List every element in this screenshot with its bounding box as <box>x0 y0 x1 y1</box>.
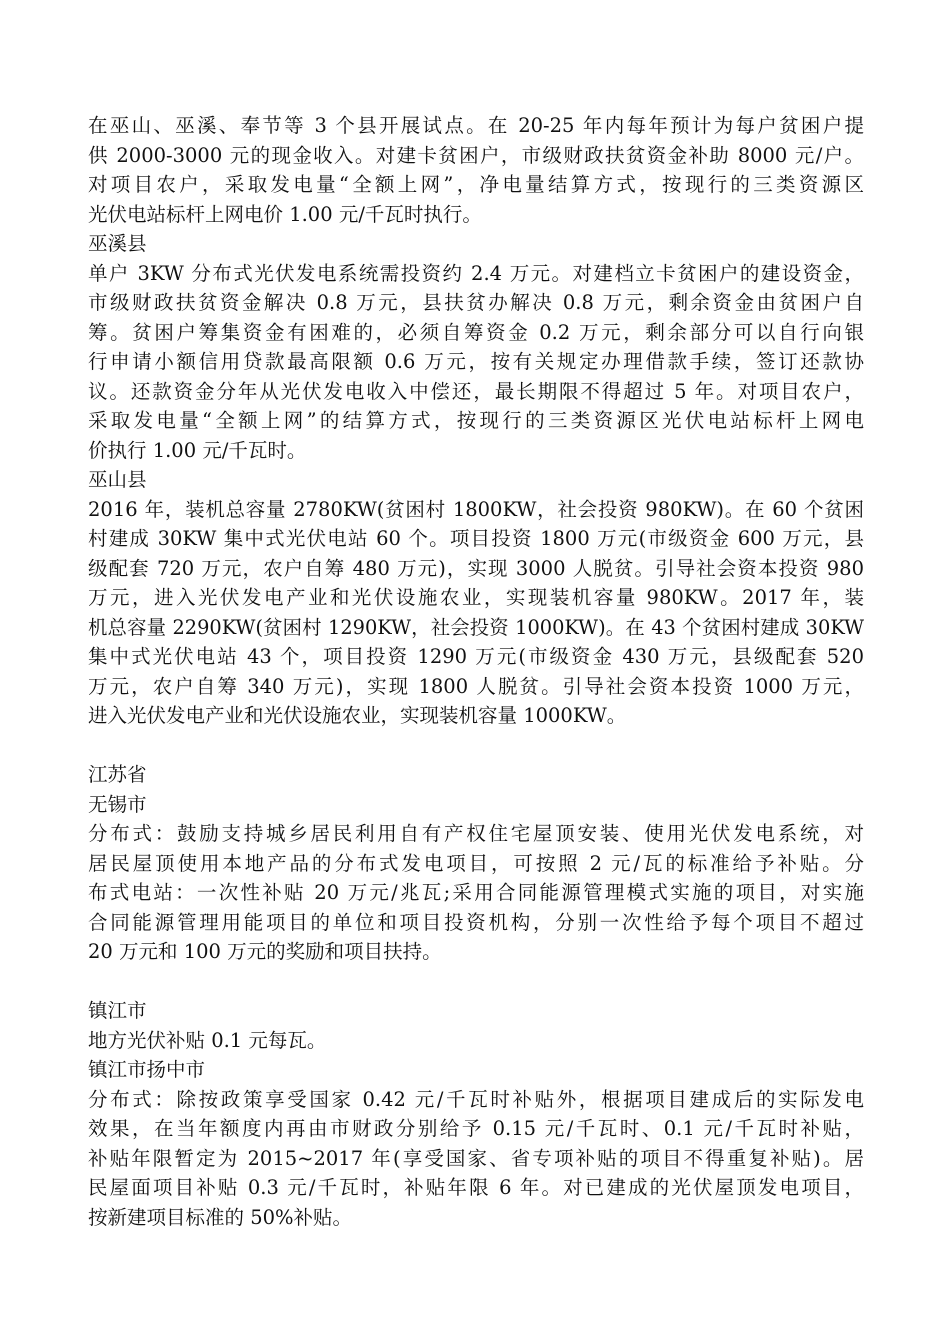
paragraph-line: 对项目农户，采取发电量“全额上网”，净电量结算方式，按现行的三类资源区 <box>88 173 864 196</box>
document-page <box>88 111 864 1232</box>
paragraph-line: 居民屋顶使用本地产品的分布式发电项目，可按照 2 元/瓦的标准给予补贴。分 <box>88 851 864 875</box>
paragraph-line: 市级财政扶贫资金解决 0.8 万元，县扶贫办解决 0.8 万元，剩余资金由贫困户自 <box>88 291 864 314</box>
paragraph-line: 村建成 30KW 集中式光伏电站 60 个。项目投资 1800 万元(市级资金 600 万元，县 <box>88 527 864 550</box>
section-heading: 镇江市扬中市 <box>88 1058 206 1081</box>
blank-line <box>88 967 864 997</box>
paragraph <box>88 819 864 967</box>
blank-line <box>88 731 864 761</box>
paragraph-line: 集中式光伏电站 43 个，项目投资 1290 万元(市级资金 430 万元，县级配套 520 <box>88 645 864 668</box>
paragraph-line: 供 2000-3000 元的现金收入。对建卡贫困户，市级财政扶贫资金补助 8000 元/户。 <box>88 143 864 167</box>
paragraph-line: 效果，在当年额度内再由市财政分别给予 0.15 元/千瓦时、0.1 元/千瓦时补贴， <box>88 1117 864 1140</box>
paragraph-line: 议。还款资金分年从光伏发电收入中偿还，最长期限不得超过 5 年。对项目农户， <box>88 379 864 403</box>
section-heading: 镇江市 <box>88 999 147 1022</box>
paragraph-line: 地方光伏补贴 0.1 元每瓦。 <box>88 1028 327 1052</box>
paragraph-line: 采取发电量“全额上网”的结算方式，按现行的三类资源区光伏电站标杆上网电 <box>88 409 864 432</box>
paragraph <box>88 259 864 466</box>
paragraph-line: 万元，进入光伏发电产业和光伏设施农业，实现装机容量 980KW。2017 年，装 <box>88 586 864 609</box>
paragraph-line: 20 万元和 100 万元的奖励和项目扶持。 <box>88 940 442 963</box>
paragraph-line: 筹。贫困户筹集资金有困难的，必须自筹资金 0.2 万元，剩余部分可以自行向银 <box>88 320 864 344</box>
paragraph <box>88 1026 864 1056</box>
section-heading: 巫溪县 <box>88 232 147 255</box>
paragraph <box>88 1085 864 1233</box>
section-heading: 江苏省 <box>88 763 147 786</box>
paragraph-line: 单户 3KW 分布式光伏发电系统需投资约 2.4 万元。对建档立卡贫困户的建设资金， <box>88 261 864 285</box>
paragraph-line: 万元，农户自筹 340 万元)，实现 1800 人脱贫。引导社会资本投资 1000 万元， <box>88 674 864 698</box>
paragraph-line: 分布式：鼓励支持城乡居民利用自有产权住宅屋顶安装、使用光伏发电系统，对 <box>88 822 864 845</box>
paragraph-line: 2016 年，装机总容量 2780KW(贫困村 1800KW，社会投资 980KW)。在 60 个贫困 <box>88 497 864 521</box>
paragraph <box>88 111 864 229</box>
paragraph-line: 级配套 720 万元，农户自筹 480 万元)，实现 3000 人脱贫。引导社会资本投资 980 <box>88 556 864 580</box>
paragraph-line: 按新建项目标准的 50%补贴。 <box>88 1205 353 1229</box>
paragraph-line: 合同能源管理用能项目的单位和项目投资机构，分别一次性给予每个项目不超过 <box>88 910 864 934</box>
paragraph-line: 补贴年限暂定为 2015~2017 年(享受国家、省专项补贴的项目不得重复补贴)。居 <box>88 1146 864 1170</box>
paragraph-line: 行申请小额信用贷款最高限额 0.6 万元，按有关规定办理借款手续，签订还款协 <box>88 350 864 373</box>
paragraph-line: 进入光伏发电产业和光伏设施农业，实现装机容量 1000KW。 <box>88 704 627 727</box>
paragraph-line: 机总容量 2290KW(贫困村 1290KW，社会投资 1000KW)。在 43 个贫困村建成 30KW <box>88 615 864 639</box>
paragraph <box>88 495 864 731</box>
paragraph-line: 民屋面项目补贴 0.3 元/千瓦时，补贴年限 6 年。对已建成的光伏屋顶发电项目， <box>88 1176 864 1199</box>
section-heading: 巫山县 <box>88 468 147 491</box>
paragraph-line: 布式电站：一次性补贴 20 万元/兆瓦;采用合同能源管理模式实施的项目，对实施 <box>88 881 864 904</box>
section-heading: 无锡市 <box>88 792 147 816</box>
paragraph-line: 在巫山、巫溪、奉节等 3 个县开展试点。在 20-25 年内每年预计为每户贫困户提 <box>88 114 864 137</box>
paragraph-line: 价执行 1.00 元/千瓦时。 <box>88 438 307 462</box>
paragraph-line: 光伏电站标杆上网电价 1.00 元/千瓦时执行。 <box>88 202 482 226</box>
paragraph-line: 分布式：除按政策享受国家 0.42 元/千瓦时补贴外，根据项目建成后的实际发电 <box>88 1087 864 1111</box>
